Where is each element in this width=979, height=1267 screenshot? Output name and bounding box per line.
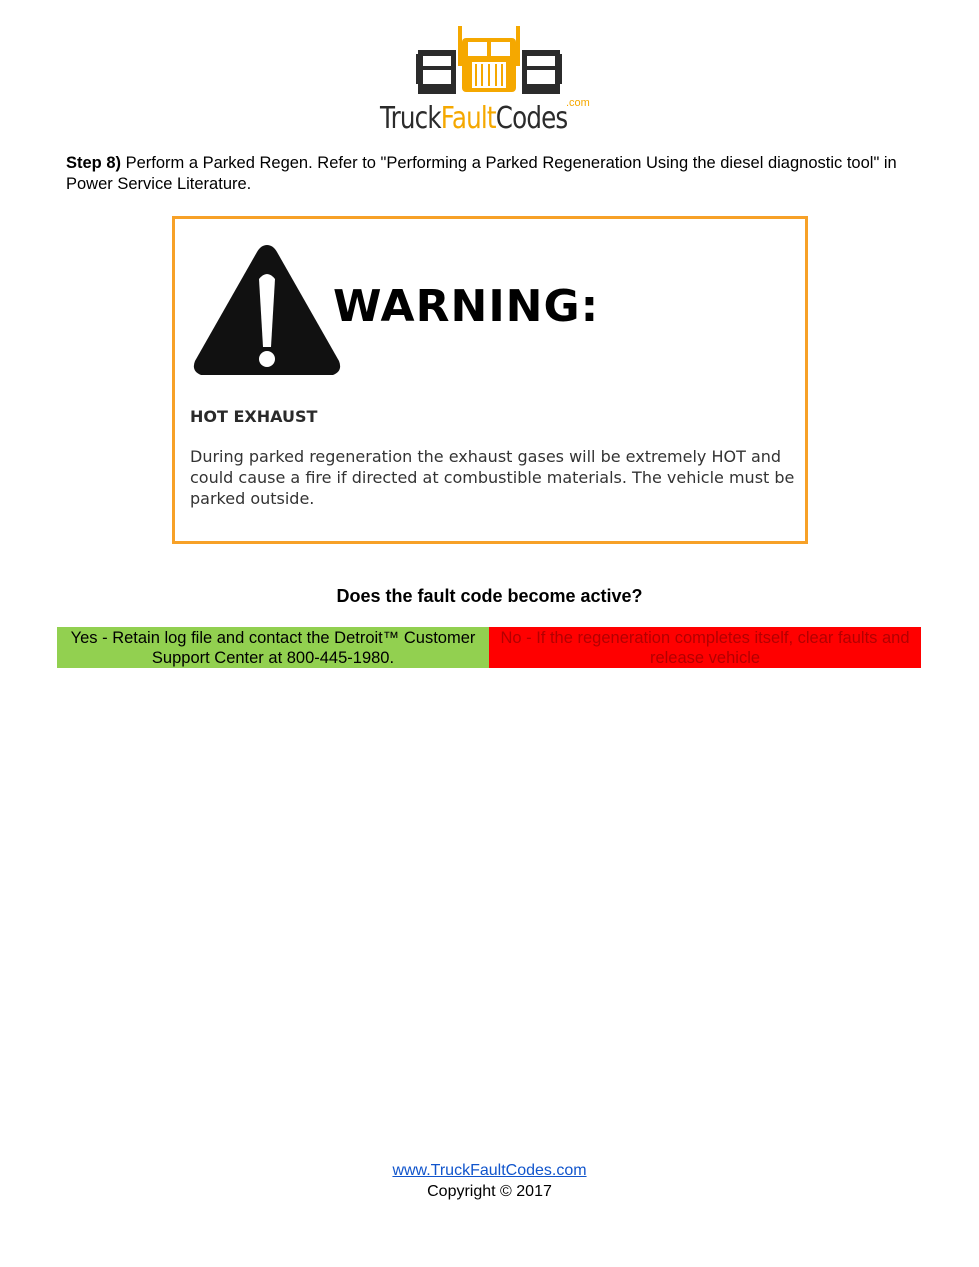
- truck-logo-icon: [414, 20, 564, 98]
- logo-word-fault: Fault: [440, 101, 496, 136]
- step-instruction: [66, 153, 916, 195]
- warning-body: During parked regeneration the exhaust gases will be extremely HOT and could cause a fire if directed at combustible materials. The vehicle must be parked outside.: [190, 447, 795, 508]
- footer-copyright: Copyright © 2017: [427, 1183, 552, 1200]
- logo-word-codes: Codes: [495, 101, 568, 136]
- warning-triangle-icon: [189, 239, 345, 381]
- decision-question: Does the fault code become active?: [336, 586, 643, 606]
- logo-word-truck: Truck: [380, 101, 441, 136]
- logo-wordmark: [380, 101, 568, 136]
- step-text: Perform a Parked Regen. Refer to "Performing a Parked Regeneration Using the diesel diagnostic tool" in Power Service Literature.: [66, 154, 897, 193]
- step-label: Step 8): [66, 154, 122, 172]
- site-logo: [376, 20, 602, 136]
- footer-link[interactable]: www.TruckFaultCodes.com: [392, 1162, 587, 1179]
- warning-title: WARNING:: [333, 281, 600, 332]
- footer: [0, 1160, 979, 1202]
- answer-yes: Yes - Retain log file and contact the Detroit™ Customer Support Center at 800-445-1980.: [57, 627, 489, 668]
- logo-com-suffix: .com: [566, 97, 590, 109]
- answer-no: No - If the regeneration completes itself, clear faults and release vehicle: [489, 627, 921, 668]
- answer-table: [57, 627, 921, 668]
- warning-box: [172, 216, 808, 544]
- warning-subtitle: HOT EXHAUST: [190, 407, 318, 426]
